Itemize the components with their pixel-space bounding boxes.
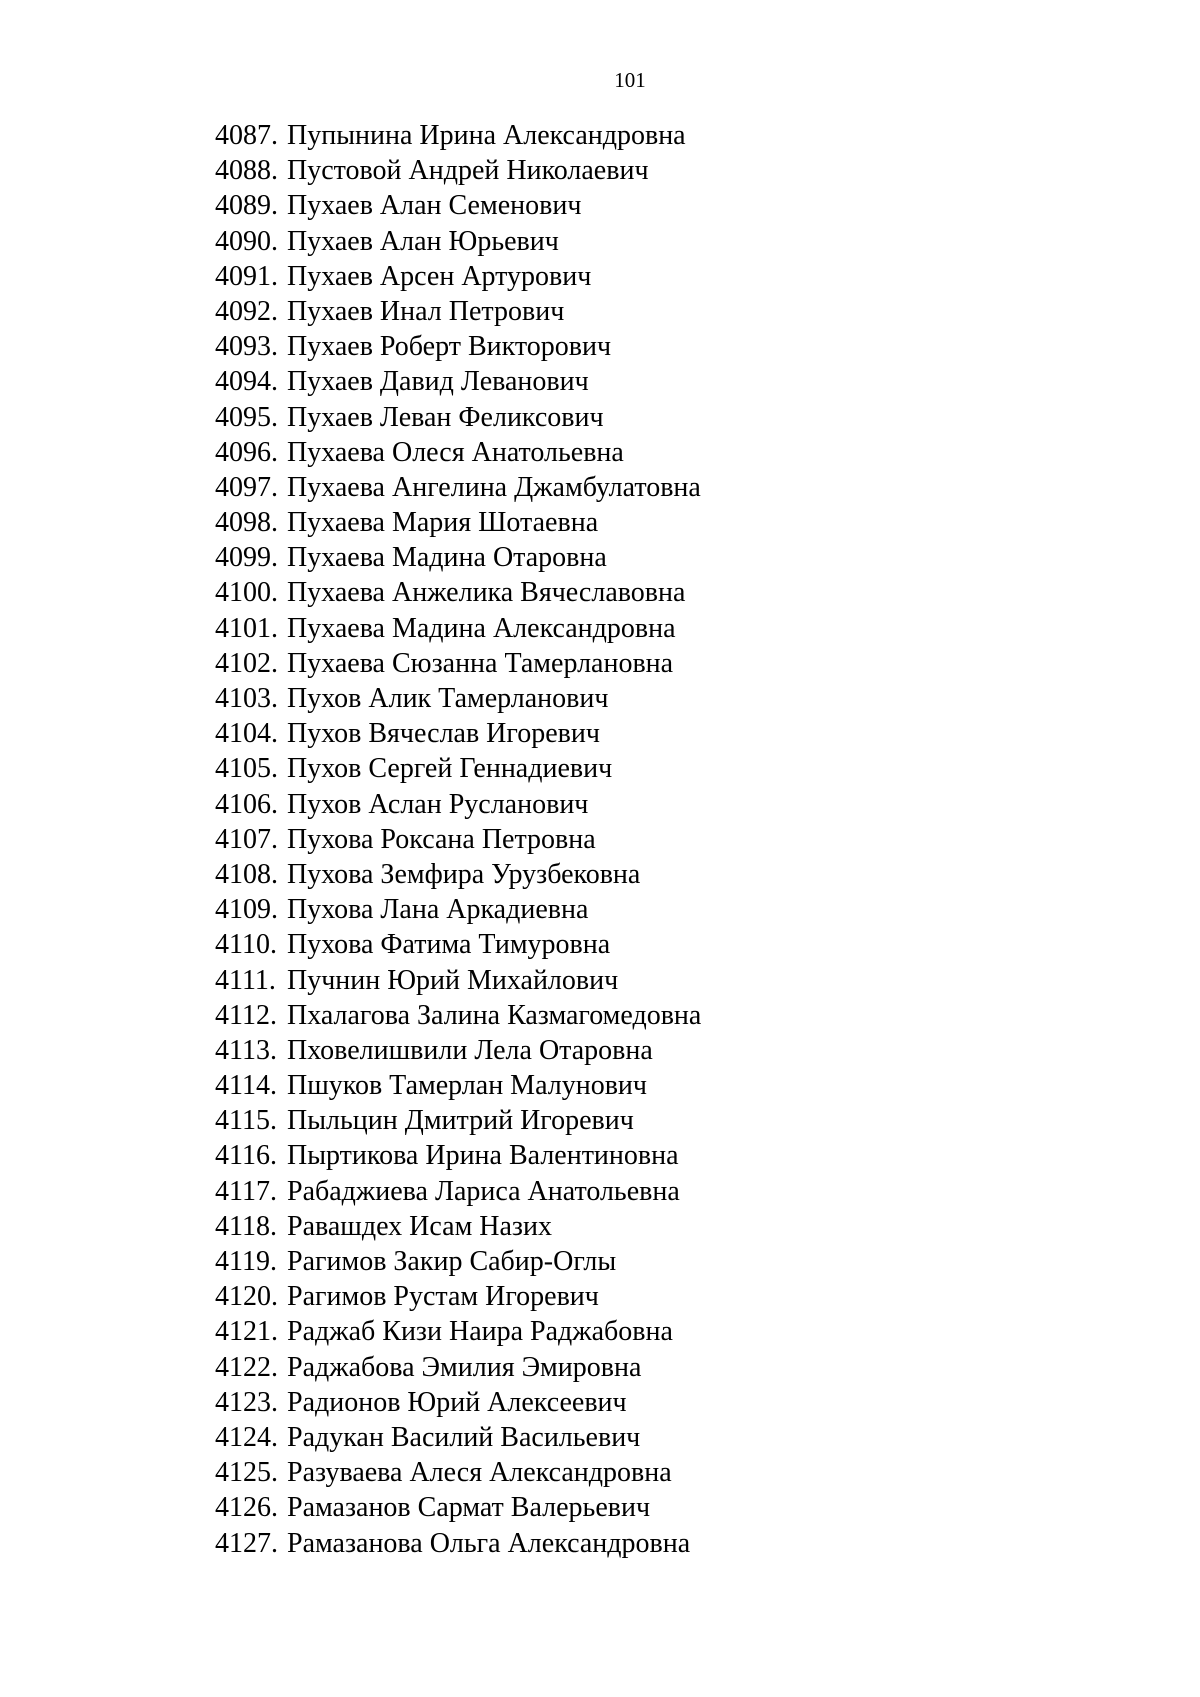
entry-number: 4126. xyxy=(215,1492,278,1524)
entry-name: Пухова Лана Аркадиевна xyxy=(287,894,589,926)
list-item xyxy=(215,435,701,470)
entry-number: 4113. xyxy=(215,1034,277,1066)
entry-number: 4103. xyxy=(215,683,278,714)
list-item xyxy=(215,1350,701,1385)
entry-name: Пухаев Арсен Артурович xyxy=(287,260,592,292)
entry-name: Радионов Юрий Алексеевич xyxy=(287,1386,627,1418)
entry-name: Пухаева Анжелика Вячеславовна xyxy=(287,577,686,609)
entry-number: 4104. xyxy=(215,718,278,750)
entry-name: Рабаджиева Лариса Анатольевна xyxy=(287,1175,680,1207)
list-item xyxy=(215,1244,701,1279)
list-item xyxy=(215,787,701,822)
list-item xyxy=(215,470,701,505)
entry-number: 4122. xyxy=(215,1351,278,1383)
list-item xyxy=(215,575,701,610)
entry-name: Рагимов Закир Сабир-Оглы xyxy=(287,1246,617,1277)
entry-number: 4124. xyxy=(215,1421,278,1453)
entry-number: 4101. xyxy=(215,612,278,644)
entry-name: Пухова Роксана Петровна xyxy=(287,823,596,855)
list-item xyxy=(215,224,701,259)
entry-name: Разуваева Алеся Александровна xyxy=(287,1457,672,1489)
list-item xyxy=(215,400,701,435)
entry-number: 4099. xyxy=(215,542,278,574)
list-item xyxy=(215,1103,701,1138)
entry-number: 4105. xyxy=(215,753,278,785)
entry-name: Пухов Алик Тамерланович xyxy=(287,683,609,714)
list-item xyxy=(215,1526,701,1561)
entry-name: Рамазанов Сармат Валерьевич xyxy=(287,1492,651,1524)
list-item xyxy=(215,1455,701,1490)
entry-number: 4093. xyxy=(215,331,278,363)
list-item xyxy=(215,259,701,294)
list-item xyxy=(215,1420,701,1455)
entry-name: Пухаев Роберт Викторович xyxy=(287,331,612,363)
entry-name: Пухаева Ангелина Джамбулатовна xyxy=(287,471,701,503)
entry-name: Раджабова Эмилия Эмировна xyxy=(287,1351,642,1383)
entry-number: 4116. xyxy=(215,1140,277,1172)
list-item xyxy=(215,1033,701,1068)
entry-number: 4088. xyxy=(215,155,278,187)
entry-number: 4108. xyxy=(215,858,278,890)
page-number: 101 xyxy=(614,68,646,92)
entry-number: 4125. xyxy=(215,1457,278,1489)
entry-number: 4098. xyxy=(215,507,278,539)
list-item xyxy=(215,611,701,646)
list-item xyxy=(215,1138,701,1173)
entry-name: Пухаева Мадина Отаровна xyxy=(287,542,607,574)
entry-number: 4119. xyxy=(215,1246,277,1277)
entry-number: 4109. xyxy=(215,894,278,926)
list-item xyxy=(215,1279,701,1314)
entry-name: Равашдех Исам Назих xyxy=(287,1210,552,1242)
entry-number: 4100. xyxy=(215,577,278,609)
entry-number: 4094. xyxy=(215,366,278,398)
list-item xyxy=(215,857,701,892)
list-item xyxy=(215,188,701,223)
entry-name: Пухаева Сюзанна Тамерлановна xyxy=(287,647,674,679)
entry-number: 4097. xyxy=(215,471,278,503)
list-item xyxy=(215,751,701,786)
entry-number: 4117. xyxy=(215,1175,277,1207)
list-item xyxy=(215,998,701,1033)
entry-number: 4120. xyxy=(215,1281,278,1313)
entry-number: 4092. xyxy=(215,295,278,327)
list-item xyxy=(215,927,701,962)
entry-name: Пухаев Алан Семенович xyxy=(287,190,582,222)
entry-name: Пухова Фатима Тимуровна xyxy=(287,929,611,961)
entry-name: Пучнин Юрий Михайлович xyxy=(287,964,619,996)
entry-number: 4114. xyxy=(215,1070,277,1102)
entry-name: Радукан Василий Васильевич xyxy=(287,1421,641,1453)
entry-name: Пухаев Алан Юрьевич xyxy=(287,225,559,257)
list-item xyxy=(215,118,701,153)
entry-number: 4127. xyxy=(215,1527,278,1559)
list-item xyxy=(215,646,701,681)
entry-name: Пустовой Андрей Николаевич xyxy=(287,155,649,187)
entry-name: Пупынина Ирина Александровна xyxy=(287,120,686,151)
entry-name: Пыртикова Ирина Валентиновна xyxy=(287,1140,679,1172)
list-item xyxy=(215,1490,701,1525)
entry-name: Рагимов Рустам Игоревич xyxy=(287,1281,599,1313)
entry-number: 4110. xyxy=(215,929,277,961)
list-item xyxy=(215,963,701,998)
list-item xyxy=(215,1385,701,1420)
name-list xyxy=(215,118,701,1561)
entry-name: Пухова Земфира Урузбековна xyxy=(287,858,641,890)
list-item xyxy=(215,153,701,188)
entry-name: Пухаева Олеся Анатольевна xyxy=(287,436,624,468)
list-item xyxy=(215,1209,701,1244)
list-item xyxy=(215,540,701,575)
entry-number: 4121. xyxy=(215,1316,278,1348)
entry-name: Пухаев Леван Феликсович xyxy=(287,401,604,433)
entry-number: 4111. xyxy=(215,964,276,996)
list-item xyxy=(215,822,701,857)
entry-name: Пыльцин Дмитрий Игоревич xyxy=(287,1105,634,1137)
entry-number: 4096. xyxy=(215,436,278,468)
entry-name: Раджаб Кизи Наира Раджабовна xyxy=(287,1316,673,1348)
entry-number: 4091. xyxy=(215,260,278,292)
entry-number: 4115. xyxy=(215,1105,277,1137)
list-item xyxy=(215,1314,701,1349)
list-item xyxy=(215,716,701,751)
list-item xyxy=(215,294,701,329)
entry-name: Пухов Аслан Русланович xyxy=(287,788,589,820)
list-item xyxy=(215,329,701,364)
entry-name: Пхалагова Залина Казмагомедовна xyxy=(287,999,702,1031)
entry-name: Пухаева Мария Шотаевна xyxy=(287,507,599,539)
entry-number: 4095. xyxy=(215,401,278,433)
entry-name: Пховелишвили Лела Отаровна xyxy=(287,1034,653,1066)
entry-number: 4106. xyxy=(215,788,278,820)
entry-number: 4112. xyxy=(215,999,277,1031)
list-item xyxy=(215,892,701,927)
entry-number: 4107. xyxy=(215,823,278,855)
list-item xyxy=(215,364,701,399)
entry-name: Рамазанова Ольга Александровна xyxy=(287,1527,691,1559)
entry-name: Пухаев Давид Леванович xyxy=(287,366,589,398)
entry-number: 4090. xyxy=(215,225,278,257)
entry-name: Пухов Сергей Геннадиевич xyxy=(287,753,613,785)
entry-number: 4118. xyxy=(215,1210,277,1242)
entry-number: 4102. xyxy=(215,647,278,679)
list-item xyxy=(215,1068,701,1103)
entry-number: 4123. xyxy=(215,1386,278,1418)
entry-name: Пухов Вячеслав Игоревич xyxy=(287,718,600,750)
entry-name: Пшуков Тамерлан Малунович xyxy=(287,1070,647,1102)
entry-name: Пухаев Инал Петрович xyxy=(287,295,565,327)
entry-number: 4087. xyxy=(215,120,278,151)
list-item xyxy=(215,1174,701,1209)
entry-number: 4089. xyxy=(215,190,278,222)
entry-name: Пухаева Мадина Александровна xyxy=(287,612,676,644)
list-item xyxy=(215,505,701,540)
list-item xyxy=(215,681,701,716)
